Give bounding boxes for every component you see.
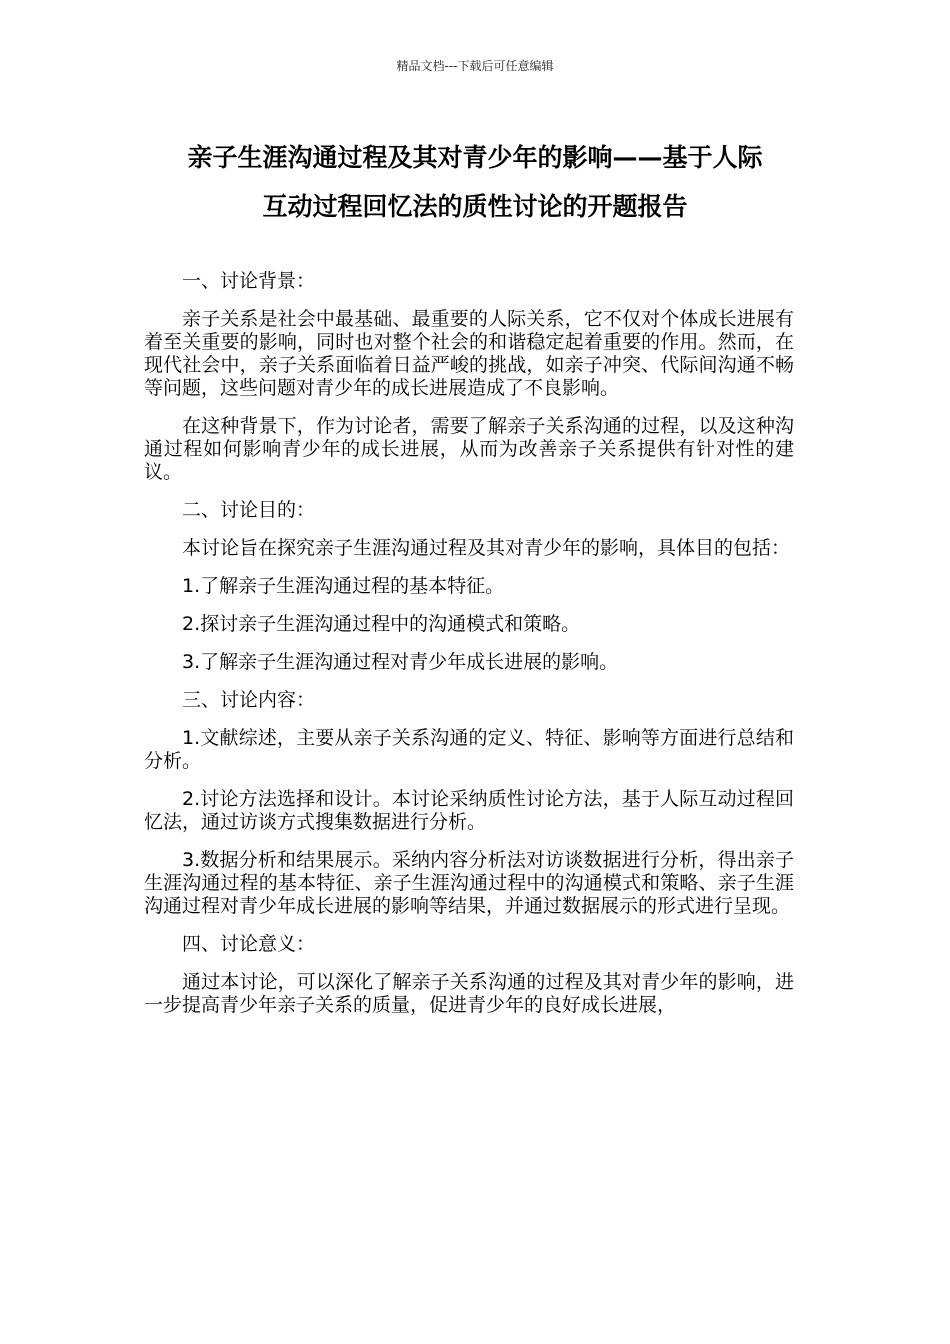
section-heading-background: 一、讨论背景： (182, 270, 316, 292)
title-line-1: 亲子生涯沟通过程及其对青少年的影响——基于人际 (187, 143, 763, 172)
section-heading-content: 三、讨论内容： (182, 689, 316, 711)
paragraph-background-1: 亲子关系是社会中最基础、最重要的人际关系，它不仅对个体成长进展有着至关重要的影响，同时也对整个社会的和谐稳定起着重要的作用。然而，在现代社会中，亲子关系面临着日益严峻的挑战，如亲子冲突、代际间沟通不畅等问题，这些问题对青少年的成长进展造成了不良影响。 (144, 308, 794, 399)
page-header: 精品文档---下载后可任意编辑 (396, 59, 554, 73)
section-heading-significance: 四、讨论意义： (182, 933, 316, 955)
list-item-purpose-2: 2.探讨亲子生涯沟通过程中的沟通模式和策略。 (182, 613, 581, 635)
document-title (130, 133, 820, 231)
list-item-purpose-3: 3.了解亲子生涯沟通过程对青少年成长进展的影响。 (182, 651, 619, 673)
list-item-content-2: 2.讨论方法选择和设计。本讨论采纳质性讨论方法，基于人际互动过程回忆法，通过访谈方式搜集数据进行分析。 (144, 788, 794, 833)
list-item-purpose-1: 1.了解亲子生涯沟通过程的基本特征。 (182, 575, 505, 597)
document-body (144, 270, 794, 1017)
section-heading-purpose: 二、讨论目的： (182, 499, 316, 521)
paragraph-background-2: 在这种背景下，作为讨论者，需要了解亲子关系沟通的过程，以及这种沟通过程如何影响青少年的成长进展，从而为改善亲子关系提供有针对性的建议。 (144, 415, 794, 483)
list-item-content-3: 3.数据分析和结果展示。采纳内容分析法对访谈数据进行分析，得出亲子生涯沟通过程的基本特征、亲子生涯沟通过程中的沟通模式和策略、亲子生涯沟通过程对青少年成长进展的影响等结果，并通过数据展示的形式进行呈现。 (144, 849, 794, 917)
paragraph-significance-1: 通过本讨论，可以深化了解亲子关系沟通的过程及其对青少年的影响，进一步提高青少年亲子关系的质量，促进青少年的良好成长进展， (144, 971, 794, 1016)
title-line-2: 互动过程回忆法的质性讨论的开题报告 (262, 192, 688, 221)
list-item-content-1: 1.文献综述，主要从亲子关系沟通的定义、特征、影响等方面进行总结和分析。 (144, 727, 794, 772)
paragraph-purpose-intro: 本讨论旨在探究亲子生涯沟通过程及其对青少年的影响，具体目的包括： (182, 537, 791, 559)
